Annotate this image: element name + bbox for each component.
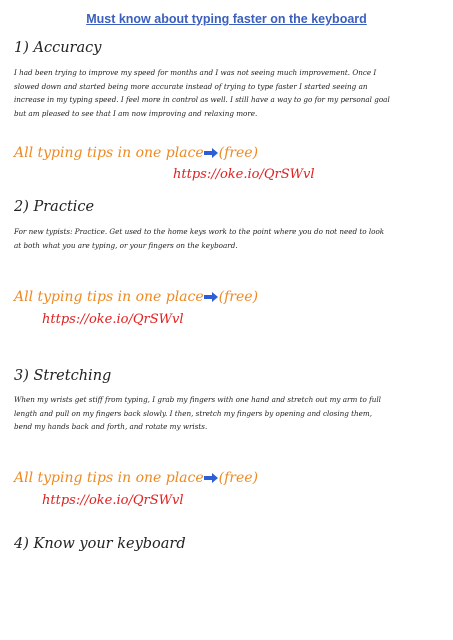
section-text-accuracy: I had been trying to improve my speed for months and I was not seeing much improvement. Once I slowed down and started being more accurate instead of trying to type faster I started seeing an increase in my typing speed. I feel more in control as well. I still have a way to go for my personal goal but am pleased to see that I am now improving and relaxing more. bbox=[14, 68, 390, 118]
section-text-stretching: When my wrists get stiff from typing, I grab my fingers with one hand and stretch out my arm to full length and pull on my fingers back slowly. I then, stretch my fingers by opening and closing them, bend my hands back and forth, and rotate my wrists. bbox=[14, 395, 381, 432]
section-heading-stretching: 3) Stretching bbox=[14, 368, 112, 384]
promo-text-before: All typing tips in one place bbox=[14, 289, 204, 305]
document-title[interactable]: Must know about typing faster on the keyboard bbox=[86, 12, 367, 26]
right-arrow-icon bbox=[204, 473, 218, 483]
section-heading-know-your-keyboard: 4) Know your keyboard bbox=[14, 536, 186, 552]
promo-tagline bbox=[14, 470, 258, 486]
promo-text-after: (free) bbox=[218, 470, 259, 486]
section-text-practice: For new typists: Practice. Get used to the home keys work to the point where you do not need to look at both what you are typing, or your fingers on the keyboard. bbox=[14, 227, 385, 250]
promo-tagline bbox=[14, 289, 258, 305]
promo-tagline bbox=[14, 145, 258, 161]
section-heading-accuracy: 1) Accuracy bbox=[14, 40, 102, 56]
promo-link[interactable]: https://oke.io/QrSWvl bbox=[173, 167, 315, 182]
right-arrow-icon bbox=[204, 292, 218, 302]
promo-link[interactable]: https://oke.io/QrSWvl bbox=[42, 493, 184, 508]
section-heading-practice: 2) Practice bbox=[14, 199, 95, 215]
promo-text-after: (free) bbox=[218, 289, 259, 305]
promo-text-before: All typing tips in one place bbox=[14, 145, 204, 161]
promo-text-before: All typing tips in one place bbox=[14, 470, 204, 486]
promo-text-after: (free) bbox=[218, 145, 259, 161]
right-arrow-icon bbox=[204, 148, 218, 158]
promo-link[interactable]: https://oke.io/QrSWvl bbox=[42, 312, 184, 327]
